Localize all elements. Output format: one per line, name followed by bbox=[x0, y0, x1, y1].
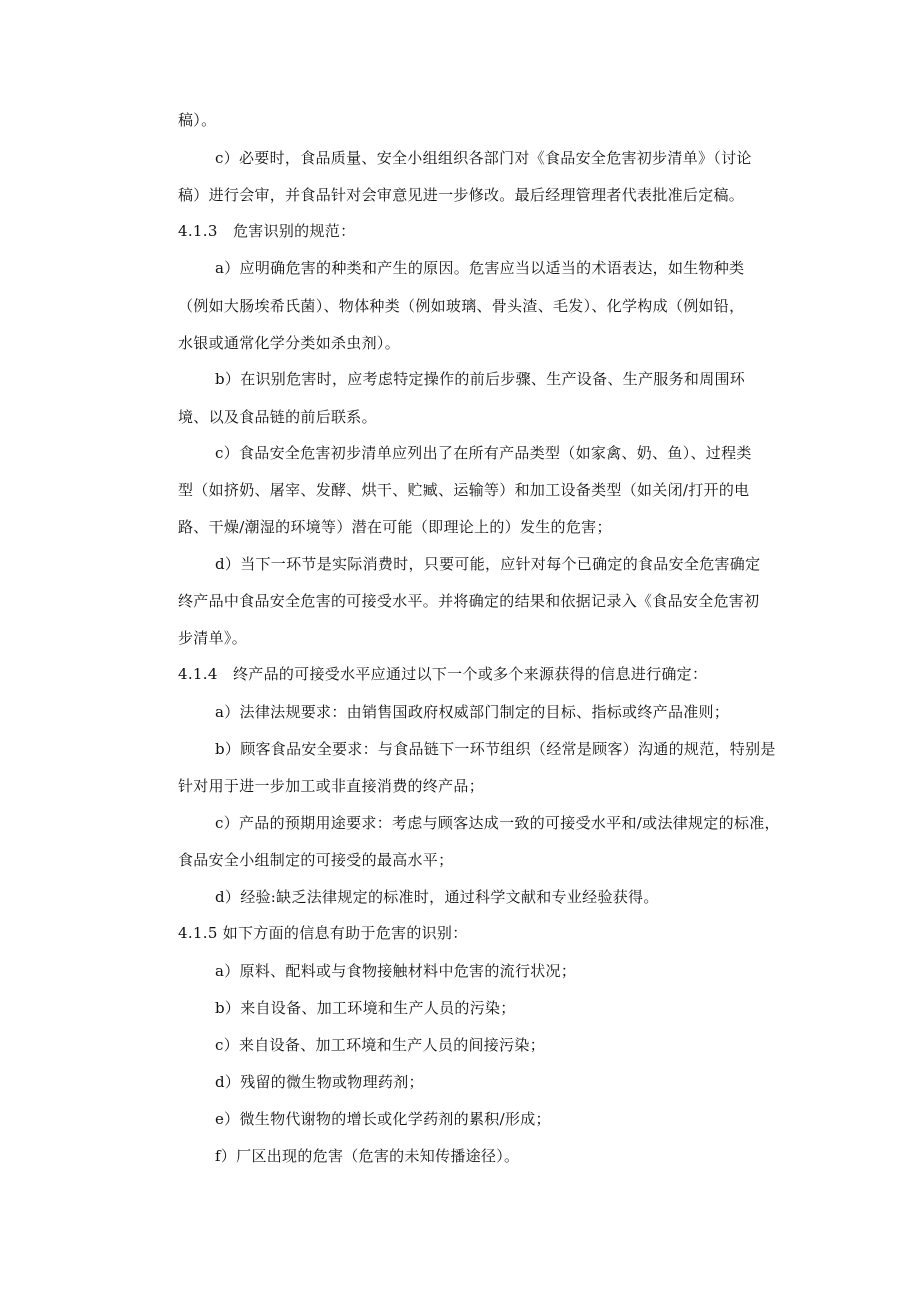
text-line: 终产品中食品安全危害的可接受水平。并将确定的结果和依据记录入《食品安全危害初 bbox=[178, 592, 760, 610]
list-item: f）厂区出现的危害（危害的未知传播途径）。 bbox=[215, 1147, 520, 1165]
list-item: b）来自设备、加工环境和生产人员的污染； bbox=[215, 999, 516, 1017]
text-line: 稿）进行会审，并食品针对会审意见进一步修改。最后经理管理者代表批准后定稿。 bbox=[178, 186, 745, 204]
list-item: a）原料、配料或与食物接触材料中危害的流行状况； bbox=[215, 962, 577, 980]
text-line: 水银或通常化学分类如杀虫剂）。 bbox=[178, 334, 401, 352]
section-heading: 4.1.5 如下方面的信息有助于危害的识别： bbox=[178, 924, 468, 942]
text-line: （例如大肠埃希氏菌）、物体种类（例如玻璃、骨头渣、毛发）、化学构成（例如铅， bbox=[178, 297, 745, 315]
text-line: a）应明确危害的种类和产生的原因。危害应当以适当的术语表达，如生物种类 bbox=[215, 259, 745, 277]
section-heading: 4.1.3 危害识别的规范： bbox=[178, 222, 356, 240]
text-line: 型（如挤奶、屠宰、发酵、烘干、贮臧、运输等）和加工设备类型（如关闭/打开的电 bbox=[178, 481, 750, 499]
text-line: c）产品的预期用途要求：考虑与顾客达成一致的可接受水平和/或法律规定的标准， bbox=[215, 814, 780, 832]
text-line: c）食品安全危害初步清单应列出了在所有产品类型（如家禽、奶、鱼）、过程类 bbox=[215, 444, 752, 462]
text-line: 食品安全小组制定的可接受的最高水平； bbox=[178, 851, 454, 869]
text-line: 境、以及食品链的前后联系。 bbox=[178, 408, 377, 426]
text-line: 稿）。 bbox=[178, 111, 217, 129]
text-line: b）在识别危害时，应考虑特定操作的前后步骤、生产设备、生产服务和周围环 bbox=[215, 370, 746, 388]
list-item: e）微生物代谢物的增长或化学药剂的累积/形成； bbox=[215, 1110, 551, 1128]
text-line: b）顾客食品安全要求：与食品链下一环节组织（经常是顾客）沟通的规范，特别是 bbox=[215, 740, 776, 758]
text-line: d）经验:缺乏法律规定的标准时，通过科学文献和专业经验获得。 bbox=[215, 888, 659, 906]
section-heading: 4.1.4 终产品的可接受水平应通过以下一个或多个来源获得的信息进行确定： bbox=[178, 665, 708, 683]
text-line: d）当下一环节是实际消费时，只要可能，应针对每个已确定的食品安全危害确定 bbox=[215, 555, 761, 573]
list-item: c）来自设备、加工环境和生产人员的间接污染； bbox=[215, 1036, 546, 1054]
text-line: 针对用于进一步加工或非直接消费的终产品； bbox=[178, 777, 485, 795]
text-line: 步清单》。 bbox=[178, 629, 248, 647]
text-line: c）必要时，食品质量、安全小组组织各部门对《食品安全危害初步清单》（讨论 bbox=[215, 149, 752, 167]
text-line: 路、干燥/潮湿的环境等）潜在可能（即理论上的）发生的危害； bbox=[178, 518, 612, 536]
text-line: a）法律法规要求：由销售国政府权威部门制定的目标、指标或终产品准则； bbox=[215, 703, 730, 721]
list-item: d）残留的微生物或物理药剂； bbox=[215, 1073, 424, 1091]
